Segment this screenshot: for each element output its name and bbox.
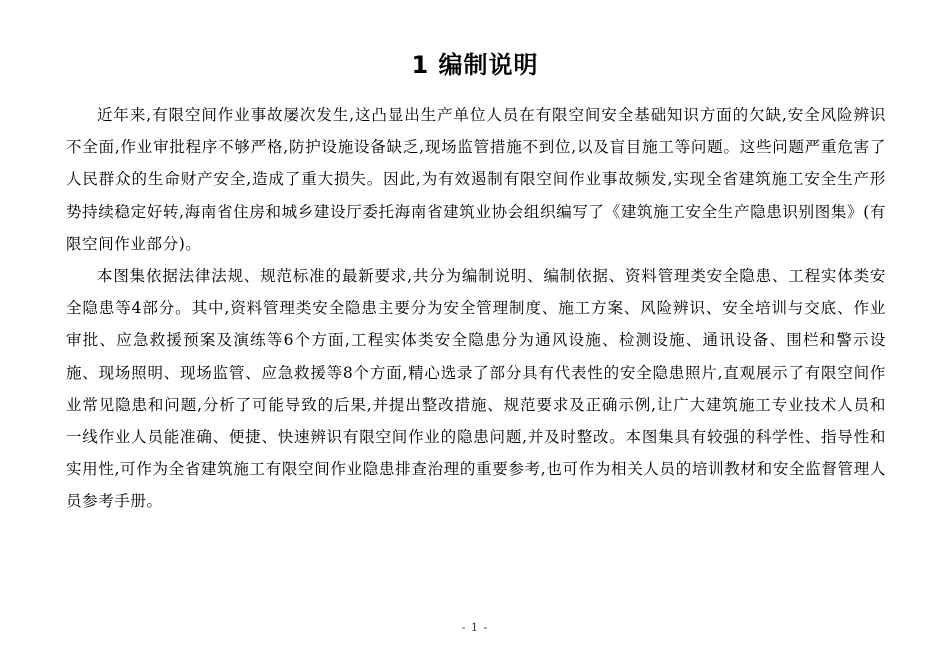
paragraph-1: 近年来,有限空间作业事故屡次发生,这凸显出生产单位人员在有限空间安全基础知识方面的欠缺,安全风险辨识不全面,作业审批程序不够严格,防护设施设备缺乏,现场监管措施不到位,以及盲目施工等问题。这些问题严重危害了人民群众的生命财产安全,造成了重大损失。因此,为有效遏制有限空间作业事故频发,实现全省建筑施工安全生产形势持续稳定好转,海南省住房和城乡建设厅委托海南省建筑业协会组织编写了《建筑施工安全生产隐患识别图集》(有限空间作业部分)。	[66, 106, 886, 253]
body-text	[66, 99, 886, 518]
page-number: - 1 -	[461, 621, 489, 634]
section-title: 1 编制说明	[411, 51, 539, 79]
paragraph-2: 本图集依据法律法规、规范标准的最新要求,共分为编制说明、编制依据、资料管理类安全隐患、工程实体类安全隐患等4部分。其中,资料管理类安全隐患主要分为安全管理制度、施工方案、风险辨识、安全培训与交底、作业审批、应急救援预案及演练等6个方面,工程实体类安全隐患分为通风设施、检测设施、通讯设备、围栏和警示设施、现场照明、现场监管、应急救援等8个方面,精心选录了部分具有代表性的安全隐患照片,直观展示了有限空间作业常见隐患和问题,分析了可能导致的后果,并提出整改措施、规范要求及正确示例,让广大建筑施工专业技术人员和一线作业人员能准确、便捷、快速辨识有限空间作业的隐患问题,并及时整改。本图集具有较强的科学性、指导性和实用性,可作为全省建筑施工有限空间作业隐患排查治理的重要参考,也可作为相关人员的培训教材和安全监督管理人员参考手册。	[66, 267, 886, 511]
